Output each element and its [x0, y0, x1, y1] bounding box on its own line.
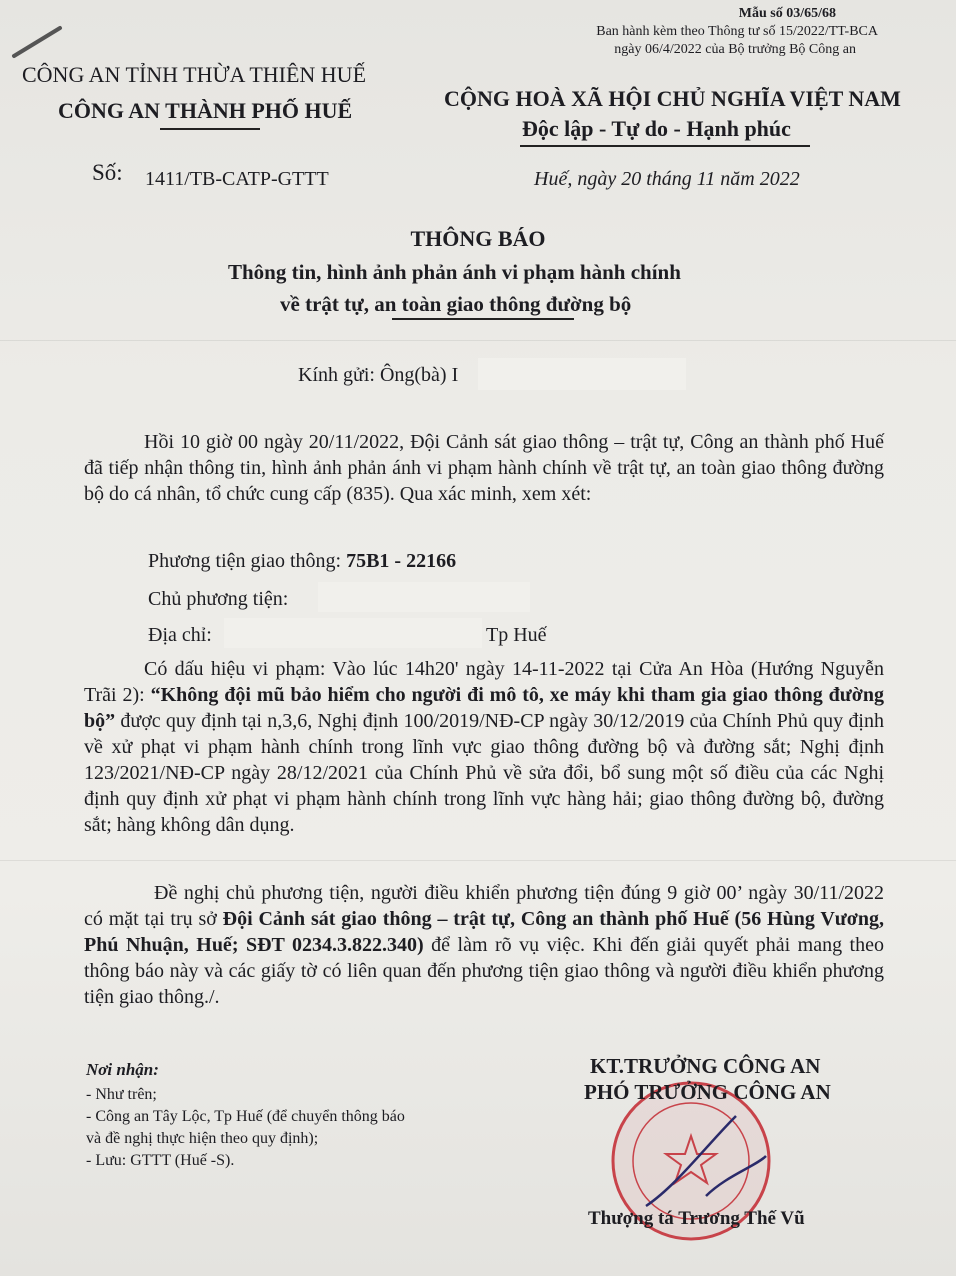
document-subtitle-line1: Thông tin, hình ảnh phản ánh vi phạm hành chính	[228, 260, 681, 284]
paragraph-intro: Hồi 10 giờ 00 ngày 20/11/2022, Đội Cảnh sát giao thông – trật tự, Công an thành phố Huế đã tiếp nhận thông tin, hình ảnh phản ánh vi phạm hành chính về trật tự, an toàn giao thông đường bộ do cá nhân, tổ chức cung cấp (835). Qua xác minh, xem xét:	[84, 431, 884, 505]
paper-fold	[0, 860, 956, 861]
form-number: Mẫu số 03/65/68	[738, 6, 836, 21]
recipients-title: Nơi nhận:	[86, 1060, 159, 1079]
signer-name: Thượng tá Trương Thế Vũ	[588, 1208, 805, 1229]
document-subtitle-line2: về trật tự, an toàn giao thông đường bộ	[280, 292, 632, 316]
pen-mark-icon	[10, 20, 70, 60]
national-motto: Độc lập - Tự do - Hạnh phúc	[522, 116, 791, 141]
recipient-line: và đề nghị thực hiện theo quy định);	[86, 1130, 319, 1147]
redaction-box	[224, 618, 482, 648]
request-office: Đội Cảnh sát giao thông – trật tự, Công an thành phố Huế (56 Hùng Vương, Phú Nhuận, Huế; SĐT 0234.3.822.340)	[84, 908, 884, 956]
paragraph-violation	[84, 656, 884, 838]
subtitle-underline	[392, 318, 574, 320]
recipient-line: - Lưu: GTTT (Huế -S).	[86, 1152, 235, 1169]
violation-intro: Có dấu hiệu vi phạm: Vào lúc 14h20' ngày 14-11-2022 tại Cửa An Hòa (Hướng Nguyễn Trãi 2):	[84, 658, 884, 706]
place-date: Huế, ngày 20 tháng 11 năm 2022	[534, 168, 800, 190]
redaction-box	[318, 582, 530, 612]
salutation: Kính gửi: Ông(bà) I	[298, 364, 459, 386]
violation-offense: “Không đội mũ bảo hiểm cho người đi mô tô, xe máy khi tham gia giao thông đường bộ”	[84, 684, 884, 732]
motto-underline	[520, 145, 810, 147]
signature-subtitle: PHÓ TRƯỞNG CÔNG AN	[584, 1080, 831, 1104]
republic-title: CỘNG HOÀ XÃ HỘI CHỦ NGHĨA VIỆT NAM	[444, 86, 901, 111]
paper-fold	[0, 340, 956, 341]
address-city: Tp Huế	[486, 624, 547, 646]
agency-sub-name: CÔNG AN THÀNH PHỐ HUẾ	[58, 98, 353, 123]
redaction-box	[478, 358, 686, 390]
violation-details: được quy định tại n,3,6, Nghị định 100/2019/NĐ-CP ngày 30/12/2019 của Chính Phủ quy định về xử phạt vi phạm hành chính trong lĩnh vực giao thông đường bộ và đường sắt; Nghị định 123/2021/NĐ-CP ngày 28/12/2021 của Chính Phủ về sửa đổi, bổ sung một số điều của các Nghị định quy định xử phạt vi phạm hành chính trong lĩnh vực hàng hải; giao thông đường bộ, đường sắt; hàng không dân dụng.	[84, 710, 884, 836]
vehicle-line	[148, 550, 456, 573]
issued-note-line2: ngày 06/4/2022 của Bộ trưởng Bộ Công an	[614, 42, 856, 57]
address-label: Địa chỉ:	[148, 624, 212, 646]
request-part2: để làm rõ vụ việc. Khi đến giải quyết phải mang theo thông báo này và các giấy tờ có liên quan đến phương tiện giao thông và người điều khiển phương tiện giao thông./.	[84, 934, 884, 1008]
signature-title: KT.TRƯỞNG CÔNG AN	[590, 1054, 821, 1078]
doc-number: 1411/TB-CATP-GTTT	[145, 168, 329, 190]
vehicle-label: Phương tiện giao thông:	[148, 550, 347, 572]
doc-number-label: Số:	[92, 160, 123, 185]
request-part1: Đề nghị chủ phương tiện, người điều khiển phương tiện đúng 9 giờ 00’ ngày 30/11/2022 có mặt tại trụ sở	[84, 882, 884, 930]
owner-label: Chủ phương tiện:	[148, 588, 289, 610]
vehicle-plate: 75B1 - 22166	[346, 550, 457, 572]
agency-underline	[160, 128, 260, 130]
paragraph-request	[84, 880, 884, 1010]
recipient-line: - Công an Tây Lộc, Tp Huế (để chuyển thông báo	[86, 1108, 405, 1125]
document-title: THÔNG BÁO	[410, 226, 546, 251]
agency-name: CÔNG AN TỈNH THỪA THIÊN HUẾ	[22, 62, 367, 87]
recipient-line: - Như trên;	[86, 1086, 157, 1103]
issued-note-line1: Ban hành kèm theo Thông tư số 15/2022/TT-BCA	[596, 24, 878, 39]
